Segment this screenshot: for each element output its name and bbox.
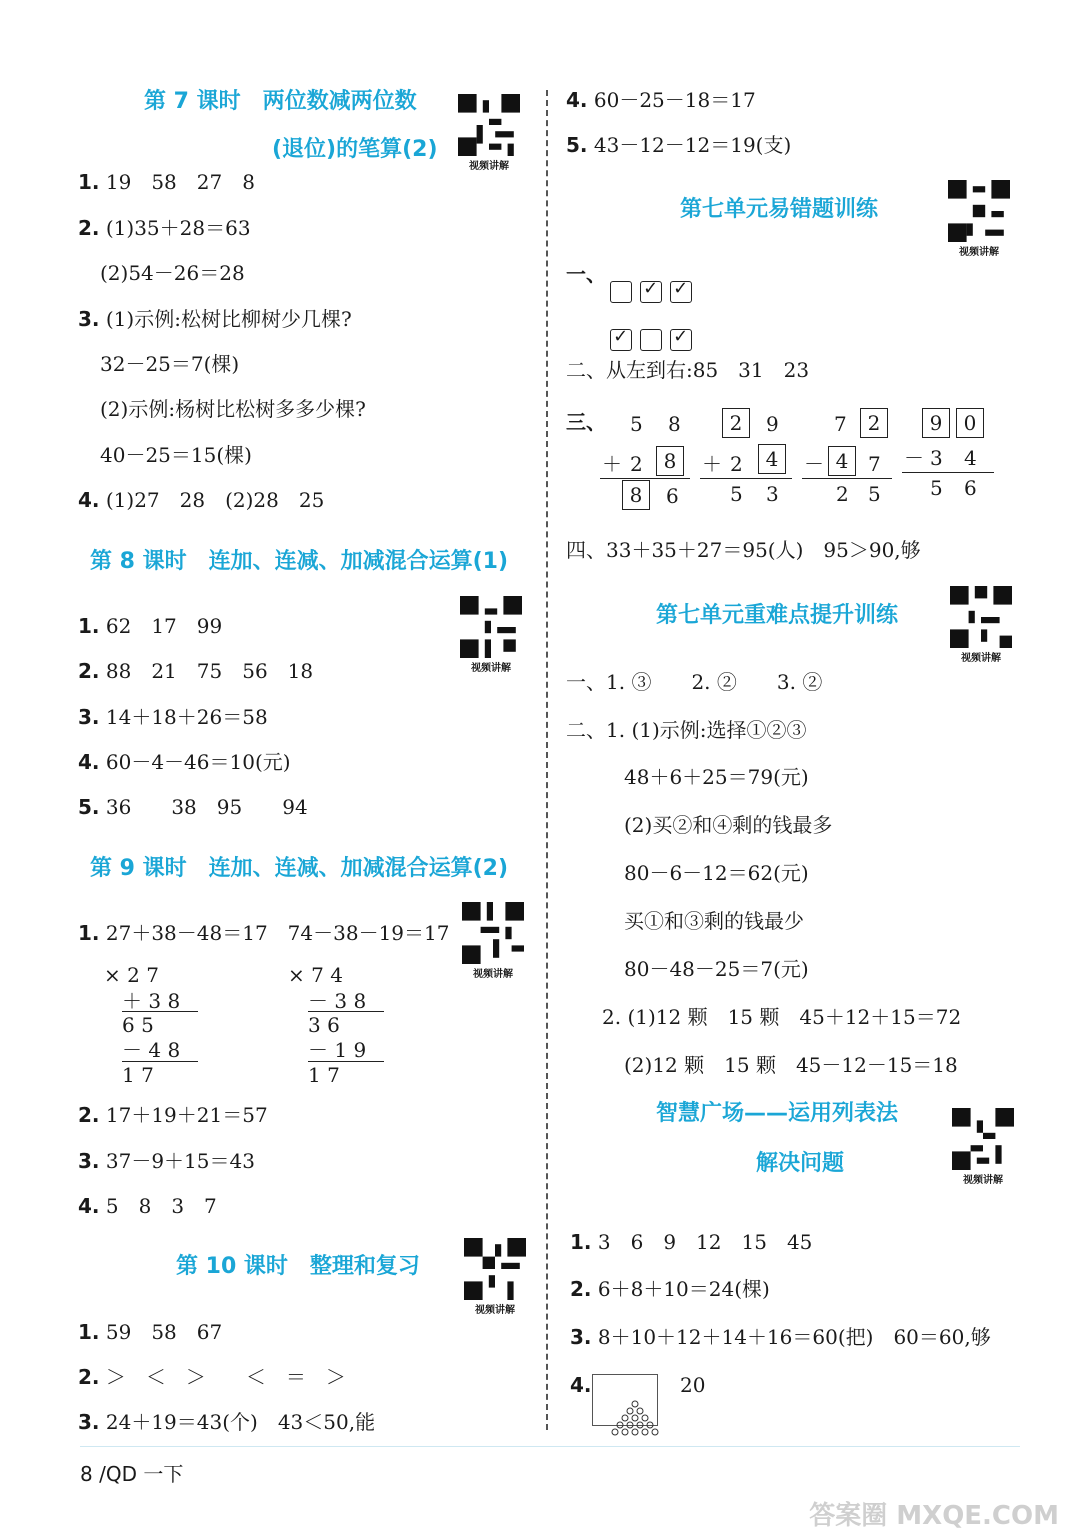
checkbox-row-1 bbox=[600, 262, 700, 303]
qr-caption: 视频讲解 bbox=[963, 1175, 1003, 1186]
puzzle-digit: 7 bbox=[868, 452, 881, 476]
hard-a3: 48＋6＋25＝79(元) bbox=[624, 765, 809, 789]
puzzle-digit: 2 bbox=[630, 452, 643, 476]
calc-rule bbox=[122, 1011, 198, 1012]
hard-a7: 80－48－25＝7(元) bbox=[624, 957, 809, 981]
puzzle-box: 9 bbox=[922, 408, 950, 438]
calc-rule bbox=[308, 1011, 384, 1012]
qr-code-unit7-error[interactable] bbox=[948, 180, 1010, 258]
l8-answer-2: 2. 88 21 75 56 18 bbox=[78, 659, 314, 683]
puzzle-digit: 4 bbox=[964, 446, 977, 470]
calc-rule bbox=[308, 1061, 384, 1062]
calc-line: 1 7 bbox=[122, 1063, 154, 1087]
lesson-9-title: 第 9 课时 连加、连减、加减混合运算(2) bbox=[90, 856, 509, 881]
qr-caption: 视频讲解 bbox=[961, 653, 1001, 664]
l7-answer-1: 1. 19 58 27 8 bbox=[78, 170, 255, 194]
l8-answer-4: 4. 60－4－46＝10(元) bbox=[78, 750, 291, 774]
minus-sign: － bbox=[904, 446, 924, 470]
qr-icon bbox=[460, 596, 522, 658]
l7-answer-4: 4. (1)27 28 (2)28 25 bbox=[78, 488, 325, 512]
qr-code-lesson-8[interactable] bbox=[460, 596, 522, 674]
qr-icon bbox=[948, 180, 1010, 242]
calc-rule bbox=[802, 478, 892, 479]
l9-answer-2: 2. 17＋19＋21＝57 bbox=[78, 1103, 268, 1127]
column-divider bbox=[546, 90, 548, 1430]
hard-a8: 2. (1)12 颗 15 颗 45＋12＋15＝72 bbox=[602, 1005, 962, 1029]
puzzle-digit: 9 bbox=[766, 412, 779, 436]
l9-answer-3: 3. 37－9＋15＝43 bbox=[78, 1149, 255, 1173]
err-q1-label: 一、 bbox=[566, 262, 606, 286]
unit7-hard-title: 第七单元重难点提升训练 bbox=[656, 603, 899, 628]
l7-answer-3c: (2)示例:杨树比松树多多少棵? bbox=[100, 397, 366, 421]
hard-a5: 80－6－12＝62(元) bbox=[624, 861, 809, 885]
l8-answer-1: 1. 62 17 99 bbox=[78, 614, 223, 638]
wis-a1: 1. 3 6 9 12 15 45 bbox=[570, 1230, 813, 1254]
puzzle-digit: 8 bbox=[668, 412, 681, 436]
minus-sign: － bbox=[804, 452, 824, 476]
qr-icon bbox=[462, 902, 524, 964]
calc-line: － 4 8 bbox=[122, 1038, 181, 1062]
puzzle-box: 8 bbox=[656, 446, 684, 476]
l8-answer-3: 3. 14＋18＋26＝58 bbox=[78, 705, 268, 729]
plus-sign: ＋ bbox=[602, 452, 622, 476]
lesson-10-title: 第 10 课时 整理和复习 bbox=[176, 1254, 420, 1279]
puzzle-box: 0 bbox=[956, 408, 984, 438]
wis-a4-value: 20 bbox=[680, 1373, 706, 1397]
qr-code-lesson-9[interactable] bbox=[462, 902, 524, 980]
plus-sign: ＋ bbox=[702, 452, 722, 476]
checkbox-checked: ✓ bbox=[670, 329, 692, 351]
qr-code-wisdom[interactable] bbox=[952, 1108, 1014, 1186]
r-answer-4: 4. 60－25－18＝17 bbox=[566, 88, 756, 112]
calc-rule bbox=[600, 478, 690, 479]
err-q2: 二、从左到右:85 31 23 bbox=[566, 358, 810, 382]
wisdom-title: 智慧广场——运用列表法 bbox=[656, 1101, 899, 1126]
wis-a2: 2. 6＋8＋10＝24(棵) bbox=[570, 1277, 770, 1301]
l9-answer-1: 1. 27＋38－48＝17 74－38－19＝17 bbox=[78, 921, 450, 945]
hard-a1: 一、1. ③ 2. ② 3. ② bbox=[566, 670, 823, 694]
l7-answer-3b: 32－25＝7(棵) bbox=[100, 352, 240, 376]
puzzle-digit: 5 bbox=[730, 482, 743, 506]
qr-caption: 视频讲解 bbox=[959, 247, 999, 258]
lesson-8-title: 第 8 课时 连加、连减、加减混合运算(1) bbox=[90, 549, 509, 574]
l7-answer-3a: 3. (1)示例:松树比柳树少几棵? bbox=[78, 307, 352, 331]
qr-icon bbox=[952, 1108, 1014, 1170]
puzzle-box: 4 bbox=[758, 444, 786, 474]
calc-rule bbox=[902, 472, 994, 473]
checkbox-row-2 bbox=[600, 310, 700, 351]
calc-line: － 3 8 bbox=[308, 989, 367, 1013]
l10-answer-3: 3. 24＋19＝43(个) 43＜50,能 bbox=[78, 1410, 376, 1434]
calc-rule bbox=[700, 478, 792, 479]
puzzle-digit: 6 bbox=[964, 476, 977, 500]
calc-line: － 1 9 bbox=[308, 1038, 367, 1062]
qr-icon bbox=[458, 94, 520, 156]
hard-a6: 买①和③剩的钱最少 bbox=[624, 909, 804, 933]
l10-answer-1: 1. 59 58 67 bbox=[78, 1320, 223, 1344]
checkbox-empty bbox=[610, 281, 632, 303]
qr-icon bbox=[464, 1238, 526, 1300]
wis-a3: 3. 8＋10＋12＋14＋16＝60(把) 60＝60,够 bbox=[570, 1325, 991, 1349]
hard-a4: (2)买②和④剩的钱最多 bbox=[624, 813, 833, 837]
puzzle-digit: 5 bbox=[630, 412, 643, 436]
watermark-logo: 答案圈 MXQE.COM bbox=[809, 1501, 1059, 1531]
puzzle-digit: 7 bbox=[834, 412, 847, 436]
checkbox-checked: ✓ bbox=[670, 281, 692, 303]
l9-answer-4: 4. 5 8 3 7 bbox=[78, 1194, 217, 1218]
l7-answer-3d: 40－25＝15(棵) bbox=[100, 443, 252, 467]
l8-answer-5: 5. 36 38 95 94 bbox=[78, 795, 308, 819]
wisdom-subtitle: 解决问题 bbox=[756, 1151, 845, 1176]
qr-code-lesson-10[interactable] bbox=[464, 1238, 526, 1316]
calc-rule bbox=[122, 1061, 198, 1062]
hard-a2: 二、1. (1)示例:选择①②③ bbox=[566, 718, 807, 742]
footer-rule bbox=[80, 1446, 1020, 1447]
lesson-7-title: 第 7 课时 两位数减两位数 bbox=[144, 89, 417, 114]
star-triangle-icon bbox=[603, 1394, 667, 1444]
l7-answer-2b: (2)54－26＝28 bbox=[100, 261, 245, 285]
puzzle-digit: 5 bbox=[868, 482, 881, 506]
puzzle-digit: 3 bbox=[766, 482, 779, 506]
err-q3-label: 三、 bbox=[566, 410, 606, 434]
calc-line: ＋ 3 8 bbox=[122, 989, 181, 1013]
qr-code-unit7-hard[interactable] bbox=[950, 586, 1012, 664]
puzzle-box: 2 bbox=[722, 408, 750, 438]
puzzle-digit: 3 bbox=[930, 446, 943, 470]
calc-line: × 7 4 bbox=[288, 963, 343, 987]
qr-icon bbox=[950, 586, 1012, 648]
lesson-7-subtitle: (退位)的笔算(2) bbox=[272, 137, 438, 162]
unit7-error-title: 第七单元易错题训练 bbox=[680, 197, 879, 222]
qr-caption: 视频讲解 bbox=[475, 1305, 515, 1316]
r-answer-5: 5. 43－12－12＝19(支) bbox=[566, 133, 792, 157]
star-triangle-figure bbox=[592, 1374, 658, 1426]
page-footer: 8 /QD 一下 bbox=[80, 1462, 184, 1486]
hard-a9: (2)12 颗 15 颗 45－12－15＝18 bbox=[624, 1053, 958, 1077]
err-q4: 四、33＋35＋27＝95(人) 95＞90,够 bbox=[566, 538, 921, 562]
checkbox-checked: ✓ bbox=[640, 281, 662, 303]
puzzle-box: 4 bbox=[828, 446, 856, 476]
qr-caption: 视频讲解 bbox=[469, 161, 509, 172]
puzzle-digit: 2 bbox=[730, 452, 743, 476]
checkbox-checked: ✓ bbox=[610, 329, 632, 351]
puzzle-box: 8 bbox=[622, 480, 650, 510]
l10-answer-2: 2. ＞ ＜ ＞ ＜ ＝ ＞ bbox=[78, 1365, 346, 1389]
calc-line: 3 6 bbox=[308, 1013, 340, 1037]
calc-line: 1 7 bbox=[308, 1063, 340, 1087]
calc-line: × 2 7 bbox=[104, 963, 159, 987]
calc-line: 6 5 bbox=[122, 1013, 154, 1037]
puzzle-digit: 5 bbox=[930, 476, 943, 500]
puzzle-digit: 2 bbox=[836, 482, 849, 506]
l7-answer-2a: 2. (1)35＋28＝63 bbox=[78, 216, 251, 240]
wis-a4-label: 4. bbox=[570, 1373, 592, 1397]
puzzle-digit: 6 bbox=[666, 484, 679, 508]
qr-caption: 视频讲解 bbox=[473, 969, 513, 980]
puzzle-box: 2 bbox=[860, 408, 888, 438]
qr-caption: 视频讲解 bbox=[471, 663, 511, 674]
qr-code-lesson-7[interactable] bbox=[458, 94, 520, 172]
checkbox-empty bbox=[640, 329, 662, 351]
